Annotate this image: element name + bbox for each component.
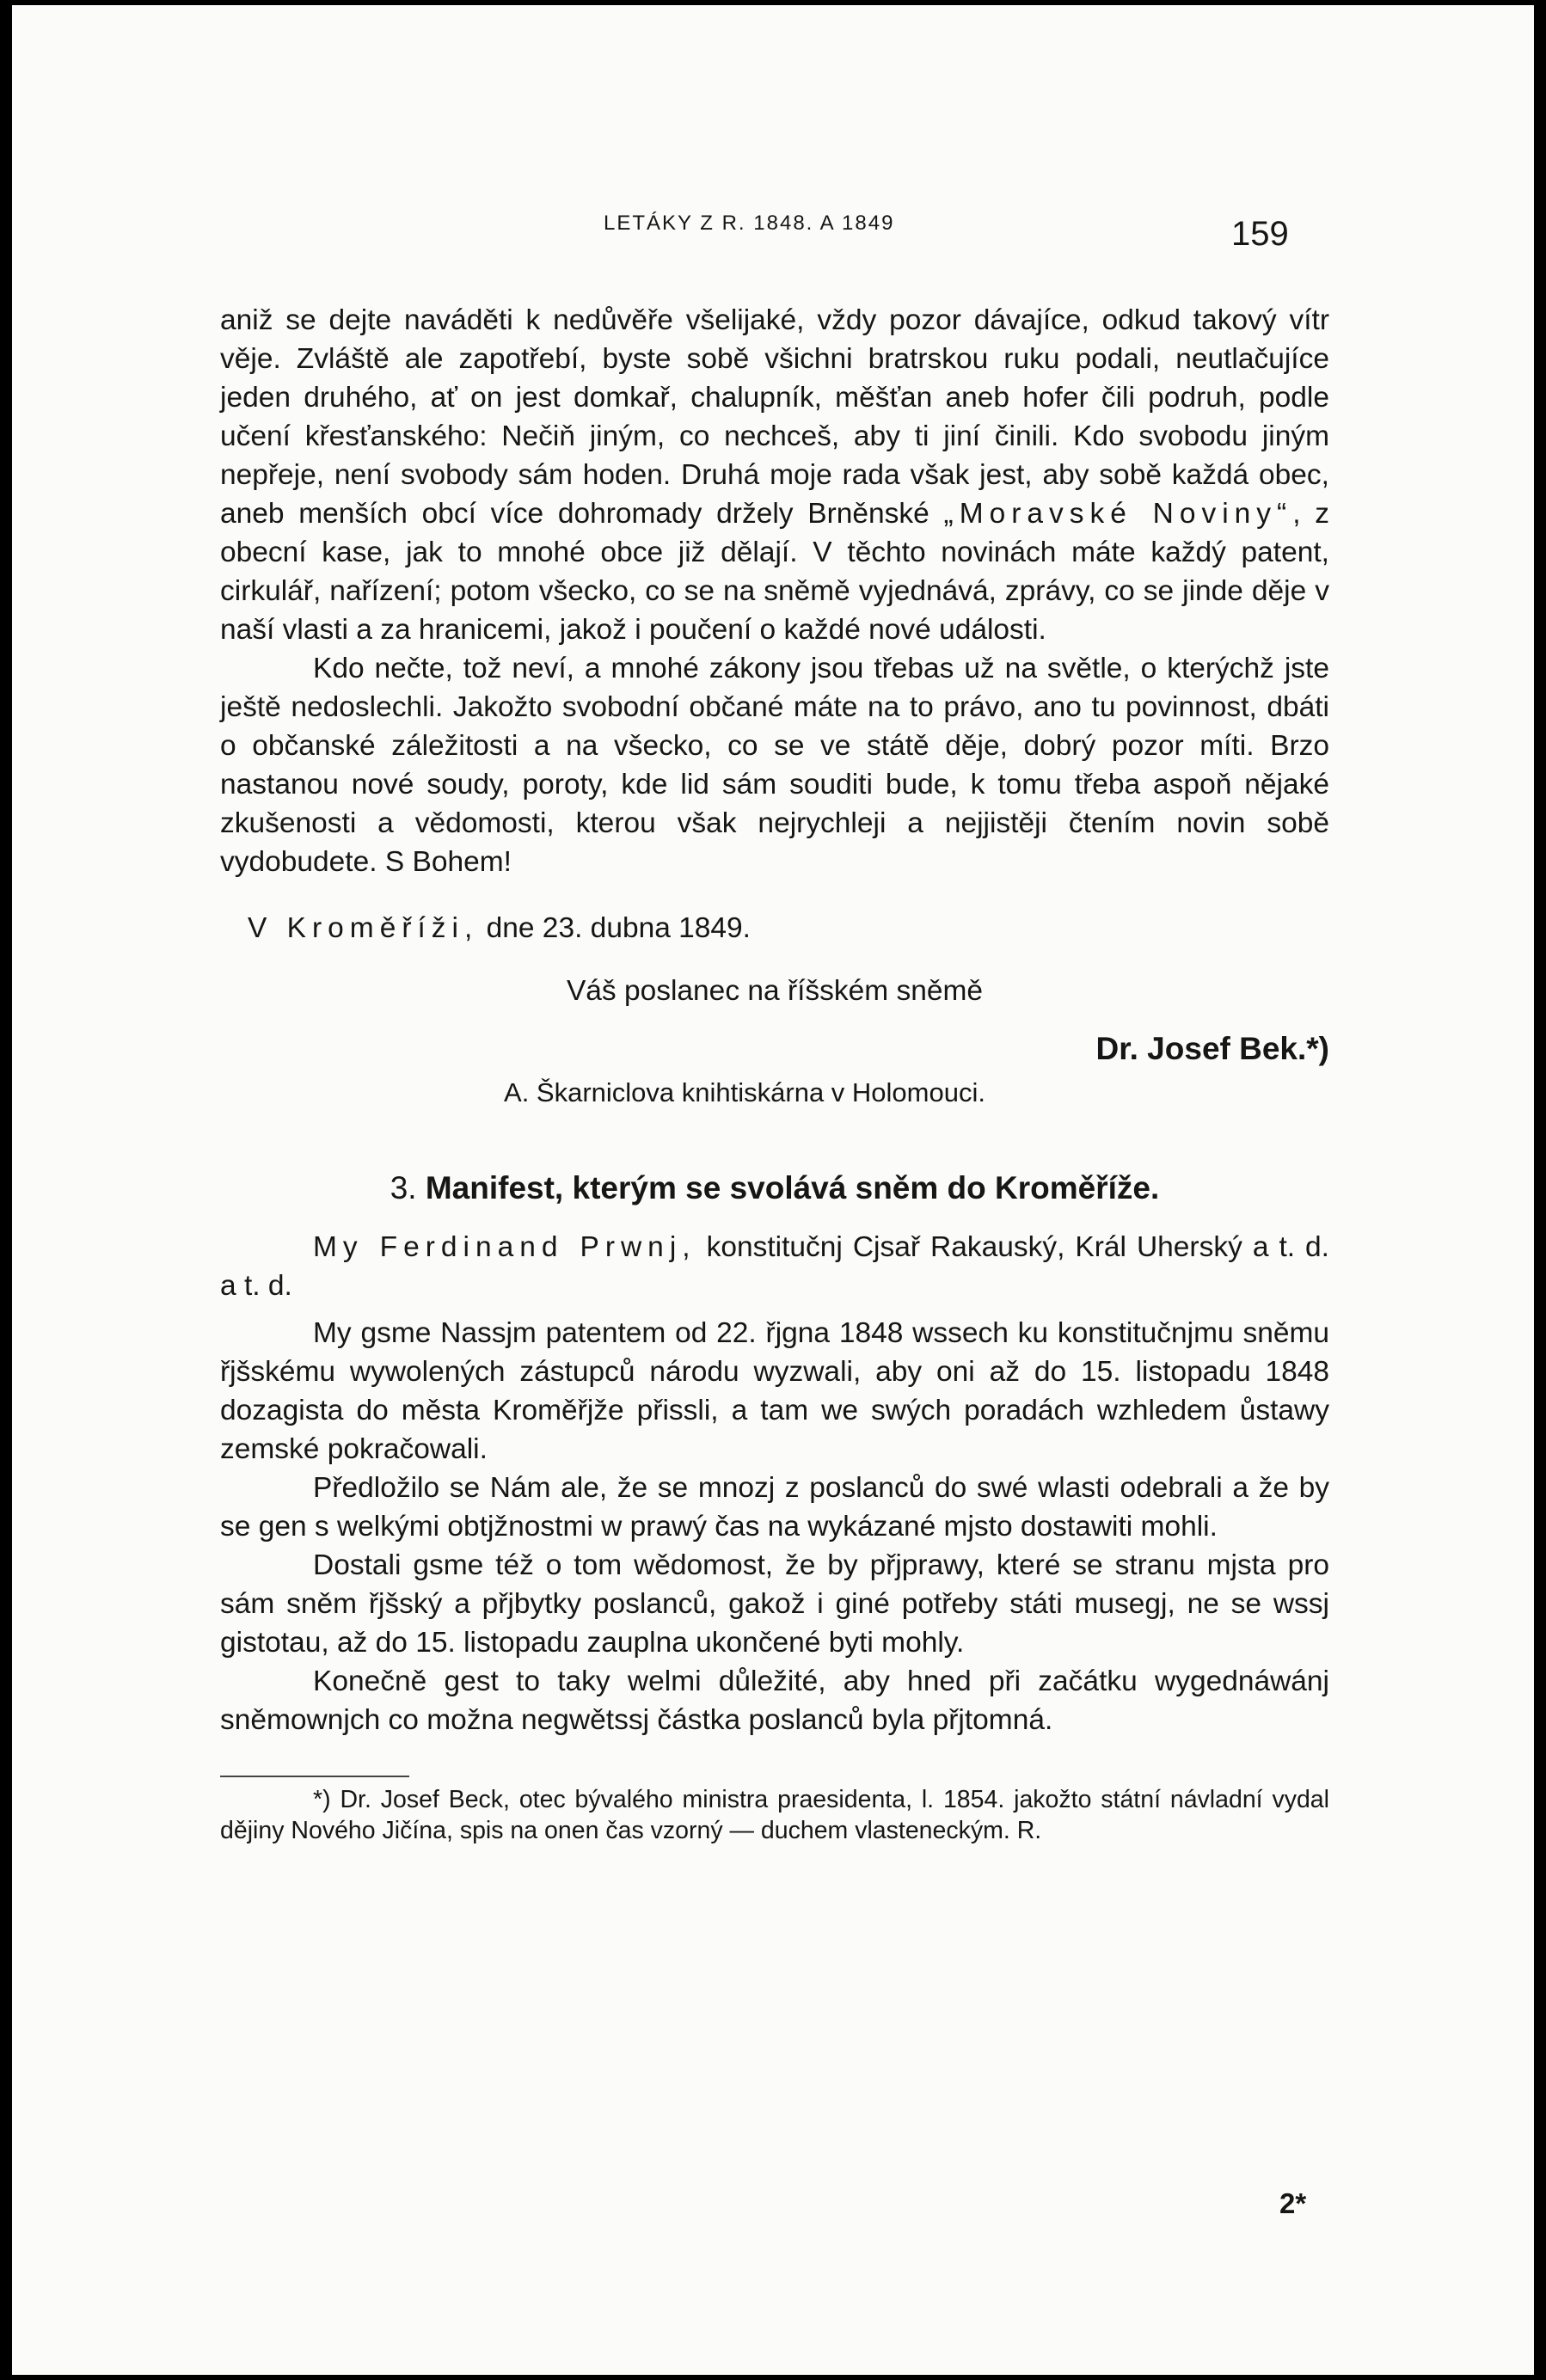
section-heading xyxy=(220,1169,1329,1207)
footnote: *) Dr. Josef Beck, otec bývalého ministra praesidenta, l. 1854. jakožto státní návladní vydal dějiny Nového Jičína, spis na onen čas vzorný — duchem vlasteneckým. R. xyxy=(220,1786,1329,1844)
page-header xyxy=(12,199,1534,251)
page-number: 159 xyxy=(1231,215,1289,253)
manifest-paragraph-4: Konečně gest to taky welmi důležité, aby hned při začátku wygednáwánj sněmownjch co možna negwětssj částka poslanců byla přjtomná. xyxy=(220,1665,1329,1736)
ruler-title: konstitučnj Cjsař Rakauský, Král Uherský a t. d. a t. d. xyxy=(220,1231,1329,1302)
newspaper-name: „Moravské Noviny“ xyxy=(943,498,1293,530)
letter-paragraph-1-end: , z obecní kase, jak to mnohé obce již dělají. V těchto novinách máte každý patent, cirkulář, nařízení; potom všecko, co se na sněmě vyjednává, zprávy, co se jinde děje v naší vlasti a za hranicemi, jakož i poučení o každé nové události. xyxy=(220,498,1329,646)
running-title: LETÁKY Z R. 1848. A 1849 xyxy=(604,212,895,235)
date-line xyxy=(220,909,1329,948)
manifest-paragraph-1: My gsme Nassjm patentem od 22. řjgna 1848 wssech ku konstitučnjmu sněmu řjšskému wywolených zástupců národu wyzwali, aby oni až do 15. listopadu 1848 dozagista do města Kroměřjže přissli, a tam we swých poradách wzhledem ůstawy zemské pokračowali. xyxy=(220,1317,1329,1465)
manifest-opening xyxy=(220,1228,1329,1305)
letter-date: dne 23. dubna 1849. xyxy=(486,912,751,944)
body-text xyxy=(220,301,1329,1846)
place-name: V Kroměříži, xyxy=(248,912,479,944)
manifest-paragraph-2: Předložilo se Nám ale, že se mnozj z poslanců do swé wlasti odebrali a že by se gen s welkými obtjžnostmi w prawý čas na wykázané mjsto dostawiti mohli. xyxy=(220,1472,1329,1543)
signature-mark: 2* xyxy=(1279,2187,1307,2219)
letter-paragraph-2: Kdo nečte, tož neví, a mnohé zákony jsou třebas už na světle, o kterýchž jste ještě nedoslechli. Jakožto svobodní občané máte na to právo, ano tu povinnost, dbáti o občanské záležitosti a na všecko, co se ve státě děje, dobrý pozor míti. Brzo nastanou nové soudy, poroty, kde lid sám souditi bude, k tomu třeba aspoň nějaké zkušenosti a vědomosti, kterou však nejrychleji a nejjistěji čtením novin sobě vydobudete. S Bohem! xyxy=(220,653,1329,878)
signature-salutation: Váš poslanec na říšském sněmě xyxy=(566,975,984,1007)
ruler-name: My Ferdinand Prwnj, xyxy=(313,1231,696,1263)
signature-name: Dr. Josef Bek.*) xyxy=(1095,1031,1329,1066)
manifest-paragraph-3: Dostali gsme též o tom wědomost, že by přjprawy, které se stranu mjsta pro sám sněm řjšský a přjbytky poslanců, gakož i giné potřeby státi musegj, ne se wssj gistotau, až do 15. listopadu zauplna ukončené byti mohly. xyxy=(220,1549,1329,1659)
footnote-divider xyxy=(220,1776,409,1777)
book-page xyxy=(12,5,1534,2375)
printer-imprint: A. Škarniclova knihtiskárna v Holomouci. xyxy=(504,1077,985,1107)
letter-paragraph-1 xyxy=(220,301,1329,649)
letter-paragraph-1-text: aniž se dejte naváděti k nedůvěře všelijaké, vždy pozor dávajíce, odkud takový vítr věje. Zvláště ale zapotřebí, byste sobě všichni bratrskou ruku podali, neutlačujíce jeden druhého, ať on jest domkař, chalupník, měšťan aneb hofer čili podruh, podle učení křesťanského: Nečiň jiným, co nechceš, aby ti jiní činili. Kdo svobodu jiným nepřeje, není svobody sám hoden. Druhá moje rada však jest, aby sobě každá obec, aneb menších obcí více dohromady držely Brněnské xyxy=(220,304,1329,530)
section-number: 3. xyxy=(390,1170,417,1205)
section-title: Manifest, kterým se svolává sněm do Kroměříže. xyxy=(425,1170,1160,1205)
